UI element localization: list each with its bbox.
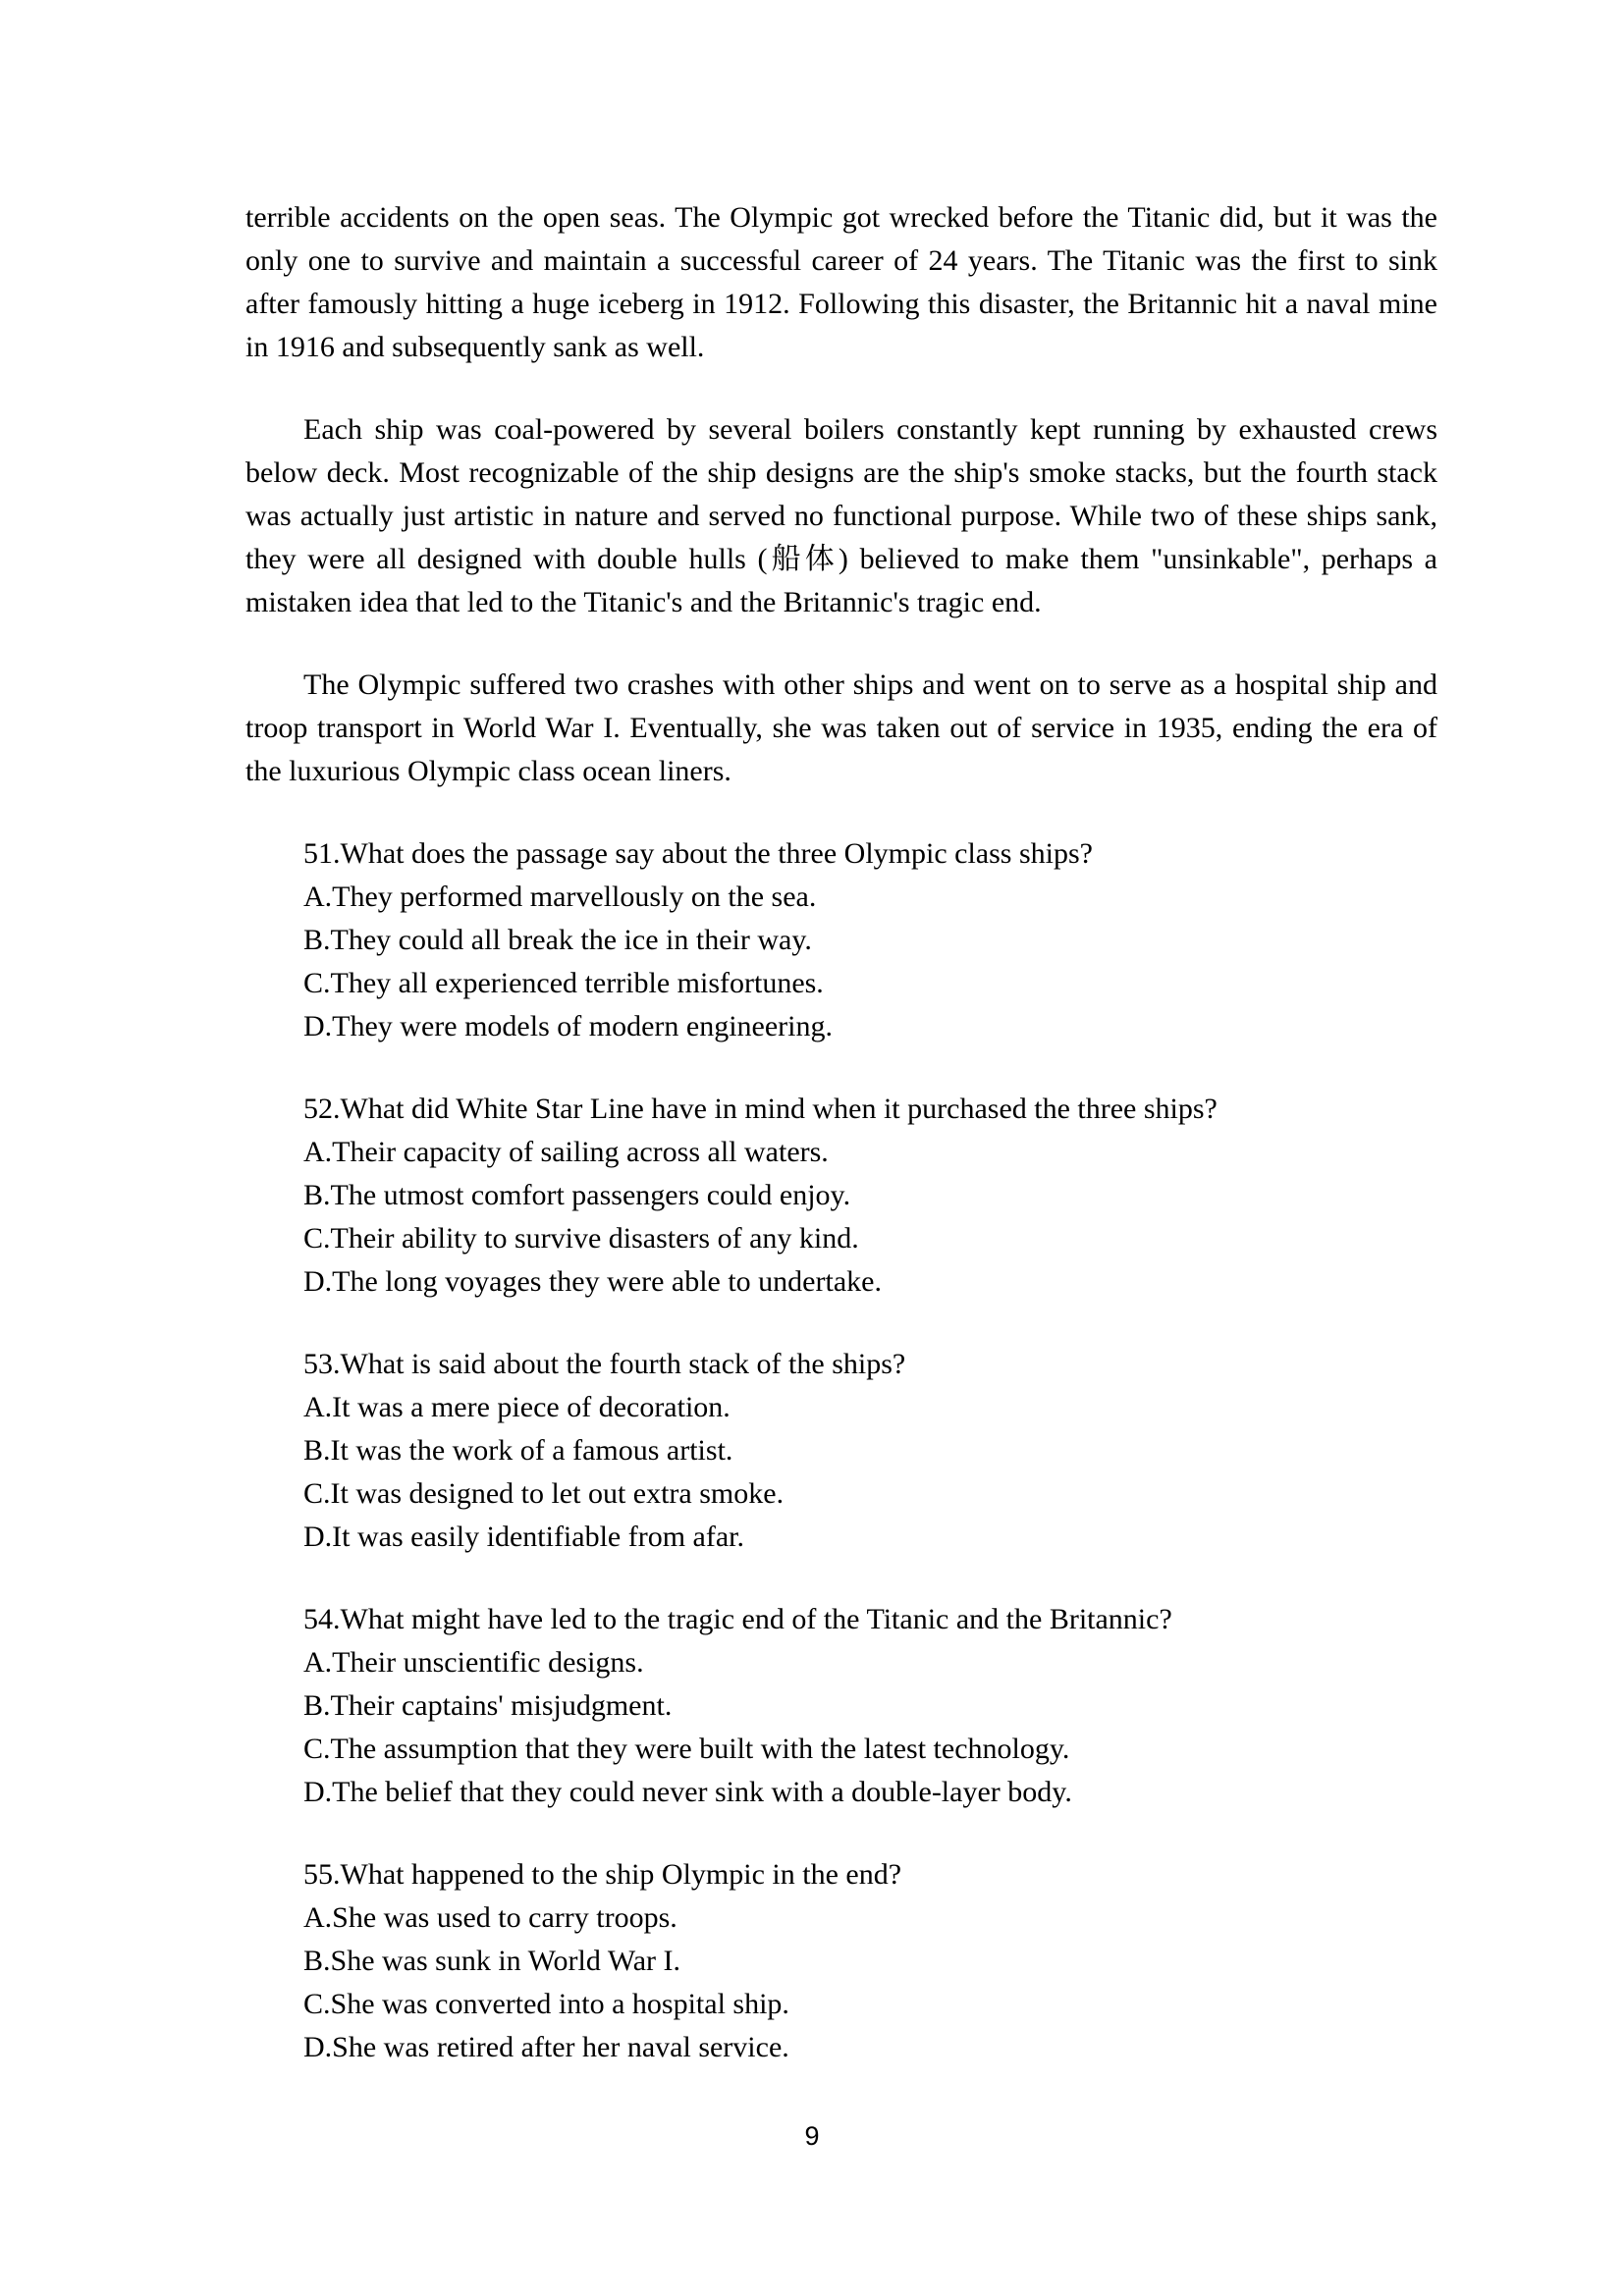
passage-and-questions [245,196,1437,2109]
question-52-option-d: D.The long voyages they were able to undertake. [303,1265,882,1298]
question-54-option-d: D.The belief that they could never sink with a double-layer body. [303,1776,1072,1808]
question-52-option-b: B.The utmost comfort passengers could enjoy. [303,1179,851,1211]
question-52-option-a: A.Their capacity of sailing across all waters. [303,1136,829,1168]
page-number: 9 [804,2121,820,2151]
question-55-stem: 55.What happened to the ship Olympic in the end? [303,1858,902,1891]
question-53-stem: 53.What is said about the fourth stack of the ships? [303,1348,906,1380]
passage-paragraph-2: Each ship was coal-powered by several boilers constantly kept running by exhausted crews below deck. Most recognizable of the ship designs are the ship's smoke stacks, but the fourth stack was actually just artistic in nature and served no functional purpose. While two of these ships sank, they were all designed with double hulls (船体) believed to make them "unsinkable", perhaps a mistaken idea that led to the Titanic's and the Britannic's tragic end. [245,413,1437,618]
question-53-option-d: D.It was easily identifiable from afar. [303,1521,745,1553]
question-53-option-b: B.It was the work of a famous artist. [303,1434,733,1467]
question-53 [245,1343,1437,1559]
question-55-option-a: A.She was used to carry troops. [303,1901,677,1934]
question-54 [245,1598,1437,1814]
question-53-option-c: C.It was designed to let out extra smoke. [303,1477,785,1510]
question-52-option-c: C.Their ability to survive disasters of any kind. [303,1222,859,1255]
passage-paragraph-3: The Olympic suffered two crashes with other ships and went on to serve as a hospital ship and troop transport in World War I. Eventually, she was taken out of service in 1935, ending the era of the luxurious Olympic class ocean liners. [245,668,1437,787]
question-54-stem: 54.What might have led to the tragic end of the Titanic and the Britannic? [303,1603,1172,1635]
question-52 [245,1088,1437,1304]
question-51-option-a: A.They performed marvellously on the sea. [303,881,817,913]
question-52-stem: 52.What did White Star Line have in mind when it purchased the three ships? [303,1093,1218,1125]
question-55-option-c: C.She was converted into a hospital ship. [303,1988,789,2020]
question-55-option-b: B.She was sunk in World War I. [303,1945,681,1977]
question-54-option-b: B.Their captains' misjudgment. [303,1689,673,1722]
question-51-option-c: C.They all experienced terrible misfortunes. [303,967,824,999]
question-51-option-d: D.They were models of modern engineering. [303,1010,833,1042]
question-53-option-a: A.It was a mere piece of decoration. [303,1391,731,1423]
question-54-option-a: A.Their unscientific designs. [303,1646,644,1679]
question-51-stem: 51.What does the passage say about the three Olympic class ships? [303,837,1093,870]
question-55-option-d: D.She was retired after her naval service. [303,2031,789,2063]
question-54-option-c: C.The assumption that they were built with the latest technology. [303,1733,1070,1765]
question-51 [245,832,1437,1048]
passage-paragraph-1: terrible accidents on the open seas. The Olympic got wrecked before the Titanic did, but it was the only one to survive and maintain a successful career of 24 years. The Titanic was the first to sink after famously hitting a huge iceberg in 1912. Following this disaster, the Britannic hit a naval mine in 1916 and subsequently sank as well. [245,201,1437,363]
question-51-option-b: B.They could all break the ice in their way. [303,924,812,956]
question-55 [245,1853,1437,2069]
